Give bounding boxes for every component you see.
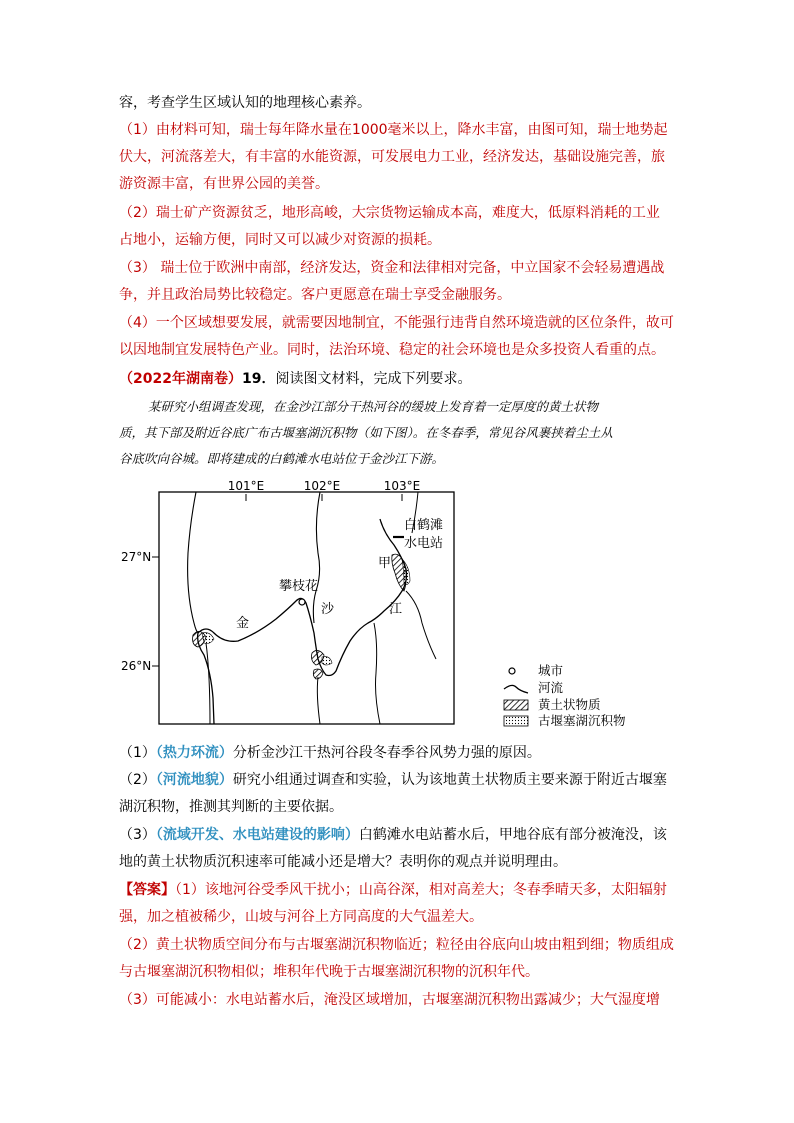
lake-sediment-south [322, 657, 332, 665]
jinsha-river-map [118, 473, 678, 733]
answer-3-line-1: （3）可能减小：水电站蓄水后，淹没区域增加，古堰塞湖沉积物出露减少；大气湿度增 [119, 992, 660, 1008]
lon-label-103: 103°E [383, 479, 421, 493]
prev-answer-1-line-3: 游资源丰富，有世界公园的美誉。 [119, 176, 329, 192]
tributary-east [406, 591, 436, 659]
lat-label-26: 26°N [121, 659, 152, 673]
material-line-3: 谷底吹向谷城。即将建成的白鹤滩水电站位于金沙江下游。 [119, 451, 445, 466]
prev-answer-1-line-2: 伏大，河流落差大，有丰富的水能资源，可发展电力工业，经济发达，基础设施完善，旅 [119, 149, 665, 165]
river-icon [504, 685, 528, 693]
answer-2-line-2: 与古堰塞湖沉积物相似；堆积年代晚于古堰塞湖沉积物的沉积年代。 [119, 964, 539, 980]
map-legend [504, 663, 626, 728]
prev-answer-3-line-2: 争，并且政治局势比较稳定。客户更愿意在瑞士享受金融服务。 [119, 287, 511, 303]
jinsha-river [198, 519, 407, 724]
tributary-east-south [374, 623, 380, 724]
question-source: （2022年湖南卷） [119, 371, 242, 387]
answer-label: 【答案】 [119, 882, 175, 898]
lake-sediment-icon [504, 716, 528, 726]
lat-label-27: 27°N [121, 550, 152, 564]
sub-question-3-line-2: 地的黄土状物质沉积速率可能减小还是增大？表明你的观点并说明理由。 [119, 854, 567, 870]
answer-1-line-1: 【答案】（1）该地河谷受季风干扰小；山高谷深，相对高差大；冬春季晴天多，太阳辐射 [119, 882, 667, 898]
legend-label-river: 河流 [538, 680, 564, 695]
sub-question-1: （1）（热力环流）分析金沙江干热河谷段冬春季谷风势力强的原因。 [119, 745, 541, 761]
label-jin: 金 [236, 616, 250, 631]
prev-answer-4-line-2: 以因地制宜发展特色产业。同时，法治环境、稳定的社会环境也是众多投资人看重的点。 [119, 342, 665, 358]
legend-label-loess: 黄土状物质 [538, 697, 601, 712]
tributary-west-bottom [206, 643, 210, 724]
legend-label-city: 城市 [538, 663, 564, 678]
prev-answer-4-line-1: （4）一个区域想要发展，就需要因地制宜，不能强行违背自然环境造就的区位条件，故可 [119, 315, 674, 331]
dam-label-1: 白鹤滩 [404, 518, 444, 533]
label-sha: 沙 [321, 602, 335, 617]
prev-answer-1-line-1: （1）由材料可知，瑞士每年降水量在1000毫米以上，降水丰富，由图可知，瑞士地势起 [119, 122, 668, 138]
label-jiang: 江 [389, 602, 403, 617]
dam-label-2: 水电站 [404, 536, 444, 551]
material-line-1: 某研究小组调查发现，在金沙江部分干热河谷的缓坡上发育着一定厚度的黄土状物 [148, 399, 599, 414]
legend-label-lake-sediment: 古堰塞湖沉积物 [538, 713, 626, 728]
label-jia: 甲 [378, 556, 392, 571]
prev-answer-2-line-2: 占地小，运输方便，同时又可以减少对资源的损耗。 [119, 232, 441, 248]
intro-tail: 容，考查学生区域认知的地理核心素养。 [119, 95, 371, 111]
loess-icon [504, 700, 528, 710]
label-panzhihua: 攀枝花 [279, 579, 319, 594]
prev-answer-2-line-1: （2）瑞士矿产资源贫乏，地形高峻，大宗货物运输成本高，难度大，低原料消耗的工业 [119, 205, 660, 221]
tributary-south [317, 677, 320, 724]
answer-2-line-1: （2）黄土状物质空间分布与古堰塞湖沉积物临近；粒径由谷底向山坡由粗到细；物质组成 [119, 937, 674, 953]
question-header [119, 369, 679, 389]
sub-question-2-line-1: （2）（河流地貌）研究小组通过调查和实验，认为该地黄土状物质主要来源于附近古堰塞 [119, 772, 667, 788]
tributary-mid [313, 492, 320, 623]
material-line-2: 质，其下部及附近谷底广布古堰塞湖沉积物（如下图）。在冬春季，常见谷风裹挟着尘土从 [119, 425, 613, 440]
sub-question-2-line-2: 湖沉积物，推测其判断的主要依据。 [119, 799, 343, 815]
sub-question-3-line-1: （3）（流域开发、水电站建设的影响）白鹤滩水电站蓄水后，甲地谷底有部分被淹没，该 [119, 827, 667, 843]
question-prompt: 阅读图文材料，完成下列要求。 [275, 371, 472, 387]
lake-sediment-west [202, 633, 214, 644]
city-icon [509, 668, 515, 674]
answer-1-line-2: 强，加之植被稀少，山坡与河谷上方同高度的大气温差大。 [119, 909, 483, 925]
lon-label-101: 101°E [227, 479, 265, 493]
tributary-west [188, 492, 198, 633]
lon-label-102: 102°E [303, 479, 341, 493]
question-number: 19． [241, 371, 276, 387]
city-icon [299, 599, 305, 605]
prev-answer-3-line-1: （3） 瑞士位于欧洲中南部，经济发达，资金和法律相对完备，中立国家不会轻易遭遇战 [119, 260, 665, 276]
